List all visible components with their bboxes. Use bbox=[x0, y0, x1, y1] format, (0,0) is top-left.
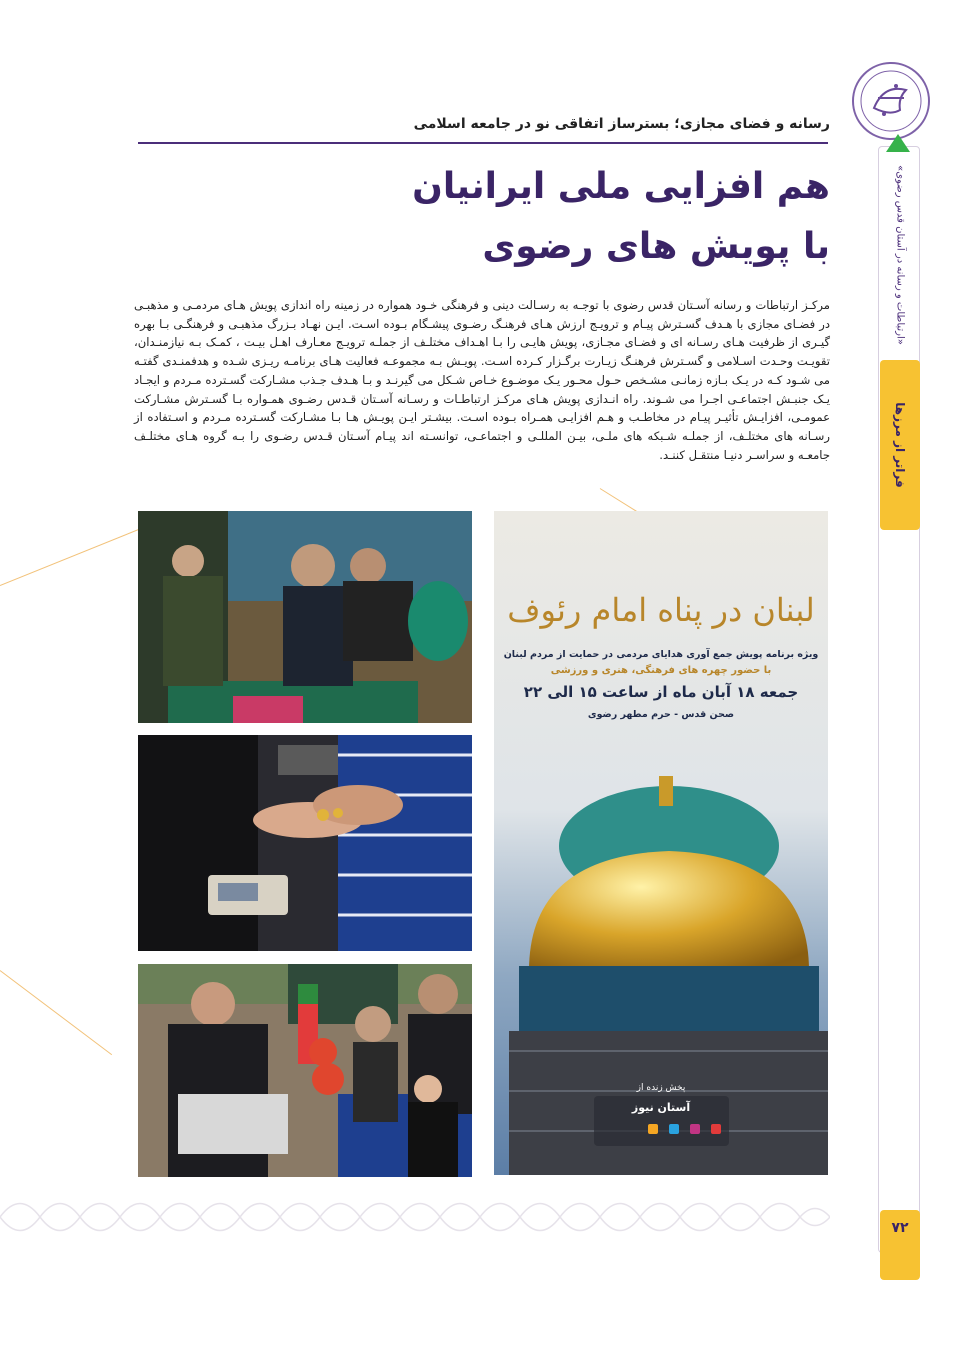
running-header bbox=[120, 114, 830, 140]
poster-subtitle: ویژه برنامه پویش جمع آوری هدایای مردمی در حمایت از مردم لبنان bbox=[503, 649, 819, 660]
section-tab: فراتر از مرزها bbox=[880, 360, 920, 530]
sidebar-triangle-icon bbox=[886, 134, 910, 152]
youtube-icon bbox=[711, 1124, 721, 1134]
poster-datetime: جمعه ۱۸ آبان ماه از ساعت ۱۵ الی ۲۲ bbox=[523, 683, 799, 701]
poster-venue: صحن قدس - حرم مطهر رضوی bbox=[587, 709, 735, 720]
aparat-icon bbox=[648, 1124, 658, 1134]
poster-channel: آستان نیوز bbox=[631, 1101, 691, 1114]
photo-gold-donation bbox=[138, 735, 472, 951]
page-number-tab bbox=[880, 1210, 920, 1280]
poster-title: لبنان در پناه امام رئوف bbox=[507, 591, 815, 629]
poster-broadcast: پخش زنده از bbox=[636, 1083, 686, 1093]
telegram-icon bbox=[669, 1124, 679, 1134]
poster-social-icons bbox=[604, 1119, 724, 1131]
sidebar bbox=[880, 146, 920, 1251]
article-title-line1: هم افزایی ملی ایرانیان bbox=[412, 166, 830, 207]
article-title-line2: با پویش های رضوی bbox=[482, 226, 830, 267]
magazine-logo bbox=[852, 62, 930, 140]
header-rule bbox=[138, 142, 828, 144]
article-body: مرکـز ارتباطات و رسانه آسـتان قدس رضوی با توجـه به رسـالت دینی و فرهنگی خـود همواره در زمینه راه اندازی پویش هـای مردمـی و مذهبـی در فضـای مجازی با هـدف گسـترش پیـام و ترویـج ارزش هـای فرهنـگ رضـوی پیشـگام بـوده اسـت. ایـن نهـاد بـزرگ مذهبـی و فرهنگـی بـا بهره گیـری از ظرفیت هـای رسـانه ای و فضـای مجـازی، پویش هایـی را بـا اهـداف مختلـف از جملـه ترویـج معـارف اهـل بیـت ، کمـک بـه نیازمنـدان، تقویـت وحـدت اسـلامی و گسـترش فرهنـگ زیـارت برگـزار کـرده اسـت. پویـش بـه مجموعـه فعالیت هـای برنامـه ریـزی شـده و هدفمنـدی گفتـه می شـود کـه در یـک بـازه زمانـی مشـخص حـول محـور یـک موضـوع خـاص شـکل می گیرنـد و بـا هـدف جـذب مشـارکت گسـترده مـردم و ایجـاد یـک جنبـش اجتماعـی اجـرا می شـوند. راه انـدازی پویش هـای مرکـز ارتباطـات و رسـانه آسـتان قـدس رضـوی همـواره بـا گسـترش مشـارکت عمومـی، افزایـش تأثیـر پیـام در مخاطـب و هـم افزایـی همـراه بـوده اسـت. بیشـتر ایـن پویـش هـا بـا مشـارکت گسـترده مـردم و اسـتفاده از رسـانه های مختلـف، از جملـه شـبکه های ملـی، بیـن المللـی و اجتماعـی، توانسـته اند پیـام آسـتان قـدس رضـوی را بـه گروه هـای مختلـف جامعـه و سراسـر دنیـا منتقـل کننـد. bbox=[134, 298, 830, 462]
poster-guests: با حضور چهره های فرهنگی، هنری و ورزشی bbox=[550, 665, 772, 676]
photo-donation-ballot bbox=[138, 511, 472, 723]
campaign-poster bbox=[494, 511, 828, 1175]
sidebar-vertical-text: «ارتباطات و رسانه در آستان قدس رضوی» bbox=[894, 165, 906, 345]
photo-gift-donation bbox=[138, 964, 472, 1177]
page-number: ۷۲ bbox=[891, 1220, 909, 1236]
decorative-pattern bbox=[0, 1190, 830, 1244]
instagram-icon bbox=[690, 1124, 700, 1134]
header-title: رسانه و فضای مجازی؛ بسترساز اتفاقی نو در جامعه اسلامی bbox=[413, 116, 830, 132]
decorative-line bbox=[0, 970, 112, 1055]
